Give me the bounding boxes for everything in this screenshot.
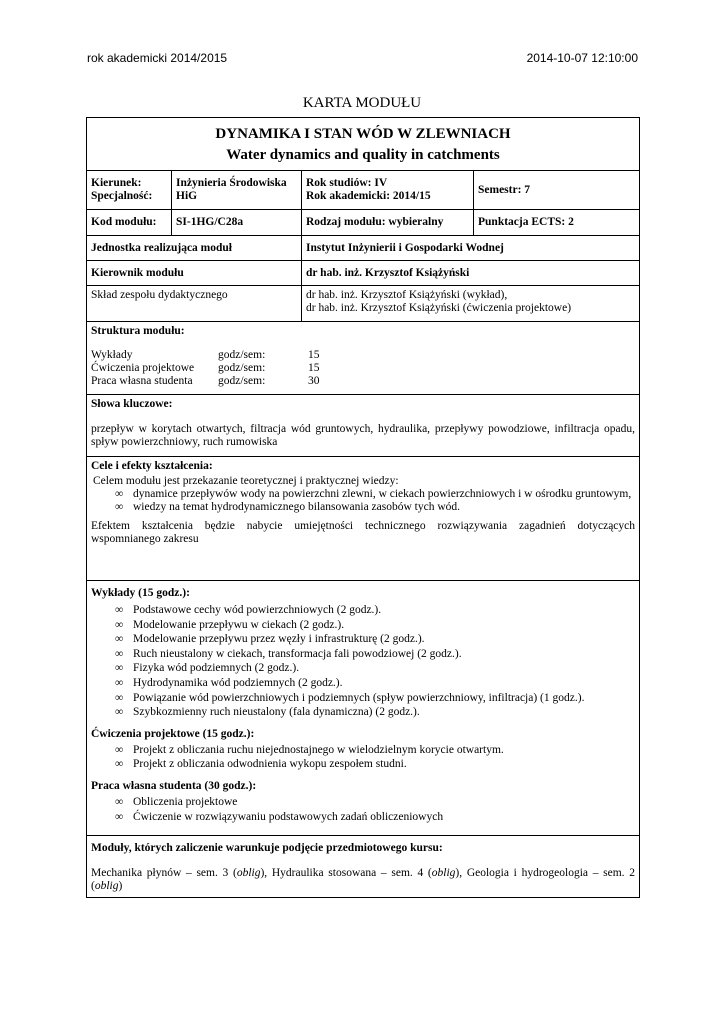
prereq-part: ), Geologia i hydrogeologia – sem. 2 (	[91, 867, 636, 892]
list-item: ∞ Projekt z obliczania odwodnienia wykopu zespołem studni.	[115, 757, 635, 772]
rok-studiow: Rok studiów: IV	[306, 177, 388, 189]
goals-row	[87, 457, 640, 581]
list-item: ∞ Obliczenia projektowe	[115, 795, 635, 810]
kierunek-label: Kierunek:	[91, 177, 142, 189]
structure-cell	[87, 322, 640, 395]
list-item: ∞ Szybkozmienny ruch nieustalony (fala dynamiczna) (2 godz.).	[115, 705, 635, 720]
module-title-pl: DYNAMIKA I STAN WÓD W ZLEWNIACH	[215, 126, 511, 142]
cele-heading: Cele i efekty kształcenia:	[91, 460, 213, 472]
prereq-part: ), Hydraulika stosowana – sem. 4 (	[260, 867, 432, 879]
year-cell	[302, 171, 474, 210]
prereq-oblig: oblig	[236, 867, 261, 879]
hours-unit: godz/sem:	[218, 349, 266, 361]
team-row	[87, 286, 640, 322]
prereq-row	[87, 836, 640, 898]
rodzaj-modulu: Rodzaj modułu: wybieralny	[302, 210, 474, 236]
list-item: ∞ Powiązanie wód powierzchniowych i podziemnych (spływ powierzchniowy, infiltracja) (1 godz.).	[115, 691, 635, 706]
cwiczenia-heading: Ćwiczenia projektowe (15 godz.):	[91, 727, 255, 740]
cwiczenia-list	[91, 743, 635, 772]
kierownik-value: dr hab. inż. Krzysztof Książyński	[302, 261, 640, 286]
praca-heading: Praca własna studenta (30 godz.):	[91, 779, 257, 792]
sklad-label: Skład zespołu dydaktycznego	[87, 286, 302, 322]
hours-name: Praca własna studenta	[91, 375, 193, 387]
unit-row	[87, 236, 640, 261]
code-row	[87, 210, 640, 236]
kierownik-label: Kierownik modułu	[87, 261, 302, 286]
praca-list	[91, 795, 635, 824]
ects-points: Punktacja ECTS: 2	[474, 210, 640, 236]
specjalnosc-label: Specjalność:	[91, 190, 153, 202]
prereq-text	[91, 867, 635, 893]
jednostka-value: Instytut Inżynierii i Gospodarki Wodnej	[302, 236, 640, 261]
sklad-line-2: dr hab. inż. Krzysztof Książyński (ćwiczenia projektowe)	[306, 302, 572, 314]
list-item: ∞ wiedzy na temat hydrodynamicznego bilansowania zasobów tych wód.	[115, 501, 635, 514]
struktura-heading: Struktura modułu:	[91, 325, 185, 337]
document-title: KARTA MODUŁU	[302, 95, 422, 111]
content-row	[87, 581, 640, 836]
module-title-cell	[87, 118, 640, 171]
program-row	[87, 171, 640, 210]
kod-label: Kod modułu:	[87, 210, 172, 236]
structure-row	[87, 322, 640, 395]
prereq-oblig: oblig	[431, 867, 456, 879]
hours-grid	[91, 349, 635, 388]
keywords-row	[87, 395, 640, 457]
specjalnosc-value: HiG	[176, 190, 198, 202]
keywords-cell	[87, 395, 640, 457]
sklad-value	[302, 286, 640, 322]
list-item: ∞ Modelowanie przepływu w ciekach (2 godz.).	[115, 618, 635, 633]
module-title-en: Water dynamics and quality in catchments	[226, 147, 500, 163]
leader-row	[87, 261, 640, 286]
hours-value: 15	[308, 362, 320, 374]
hours-name: Ćwiczenia projektowe	[91, 362, 195, 374]
sklad-line-1: dr hab. inż. Krzysztof Książyński (wykład),	[306, 289, 508, 301]
prereq-cell	[87, 836, 640, 898]
cele-list	[91, 488, 635, 514]
wyklady-heading: Wykłady (15 godz.):	[91, 587, 190, 599]
hours-unit: godz/sem:	[218, 362, 266, 374]
list-item: ∞ Ruch nieustalony w ciekach, transformacja fali powodziowej (2 godz.).	[115, 647, 635, 662]
module-card-table	[86, 117, 640, 898]
list-item: ∞ Fizyka wód podziemnych (2 godz.).	[115, 661, 635, 676]
prereq-part: )	[118, 880, 123, 892]
program-values	[172, 171, 302, 210]
rok-akademicki: Rok akademicki: 2014/15	[306, 190, 431, 202]
datetime-header: 2014-10-07 12:10:00	[526, 51, 638, 65]
title-row	[87, 118, 640, 171]
wyklady-list	[91, 603, 635, 720]
content-cell	[87, 581, 640, 836]
keywords-text: przepływ w korytach otwartych, filtracja wód gruntowych, hydraulika, przepływy powodziowe, infiltracja opadu, spływ powierzchniowy, ruch rumowiska	[91, 423, 636, 448]
prereq-oblig: oblig	[94, 880, 119, 892]
kierunek-value: Inżynieria Środowiska	[176, 177, 287, 189]
efekt-text: Efektem kształcenia będzie nabycie umiejętności technicznego rozwiązywania zagadnień dotyczących wspomnianego zakresu	[91, 520, 636, 545]
hours-name: Wykłady	[91, 349, 133, 361]
kod-value: SI-1HG/C28a	[172, 210, 302, 236]
list-item: ∞ Hydrodynamika wód podziemnych (2 godz.).	[115, 676, 635, 691]
hours-value: 30	[308, 375, 320, 387]
list-item: ∞ Projekt z obliczania ruchu niejednostajnego w wielodzielnym korycie otwartym.	[115, 743, 635, 758]
hours-unit: godz/sem:	[218, 375, 266, 387]
hours-value: 15	[308, 349, 320, 361]
cele-intro: Celem modułu jest przekazanie teoretycznej i praktycznej wiedzy:	[93, 475, 399, 487]
slowa-heading: Słowa kluczowe:	[91, 398, 173, 410]
moduly-heading: Moduły, których zaliczenie warunkuje podjęcie przedmiotowego kursu:	[91, 842, 443, 854]
goals-cell	[87, 457, 640, 581]
list-item: ∞ dynamice przepływów wody na powierzchni zlewni, w ciekach powierzchniowych i w ośrodku gruntowym,	[115, 488, 635, 501]
jednostka-label: Jednostka realizująca moduł	[87, 236, 302, 261]
academic-year-header: rok akademicki 2014/2015	[87, 51, 228, 65]
list-item: ∞ Podstawowe cechy wód powierzchniowych (2 godz.).	[115, 603, 635, 618]
list-item: ∞ Modelowanie przepływu przez węzły i infrastrukturę (2 godz.).	[115, 632, 635, 647]
semester-cell: Semestr: 7	[474, 171, 640, 210]
program-labels	[87, 171, 172, 210]
prereq-part: Mechanika płynów – sem. 3 (	[91, 867, 237, 879]
list-item: ∞ Ćwiczenie w rozwiązywaniu podstawowych zadań obliczeniowych	[115, 810, 635, 825]
